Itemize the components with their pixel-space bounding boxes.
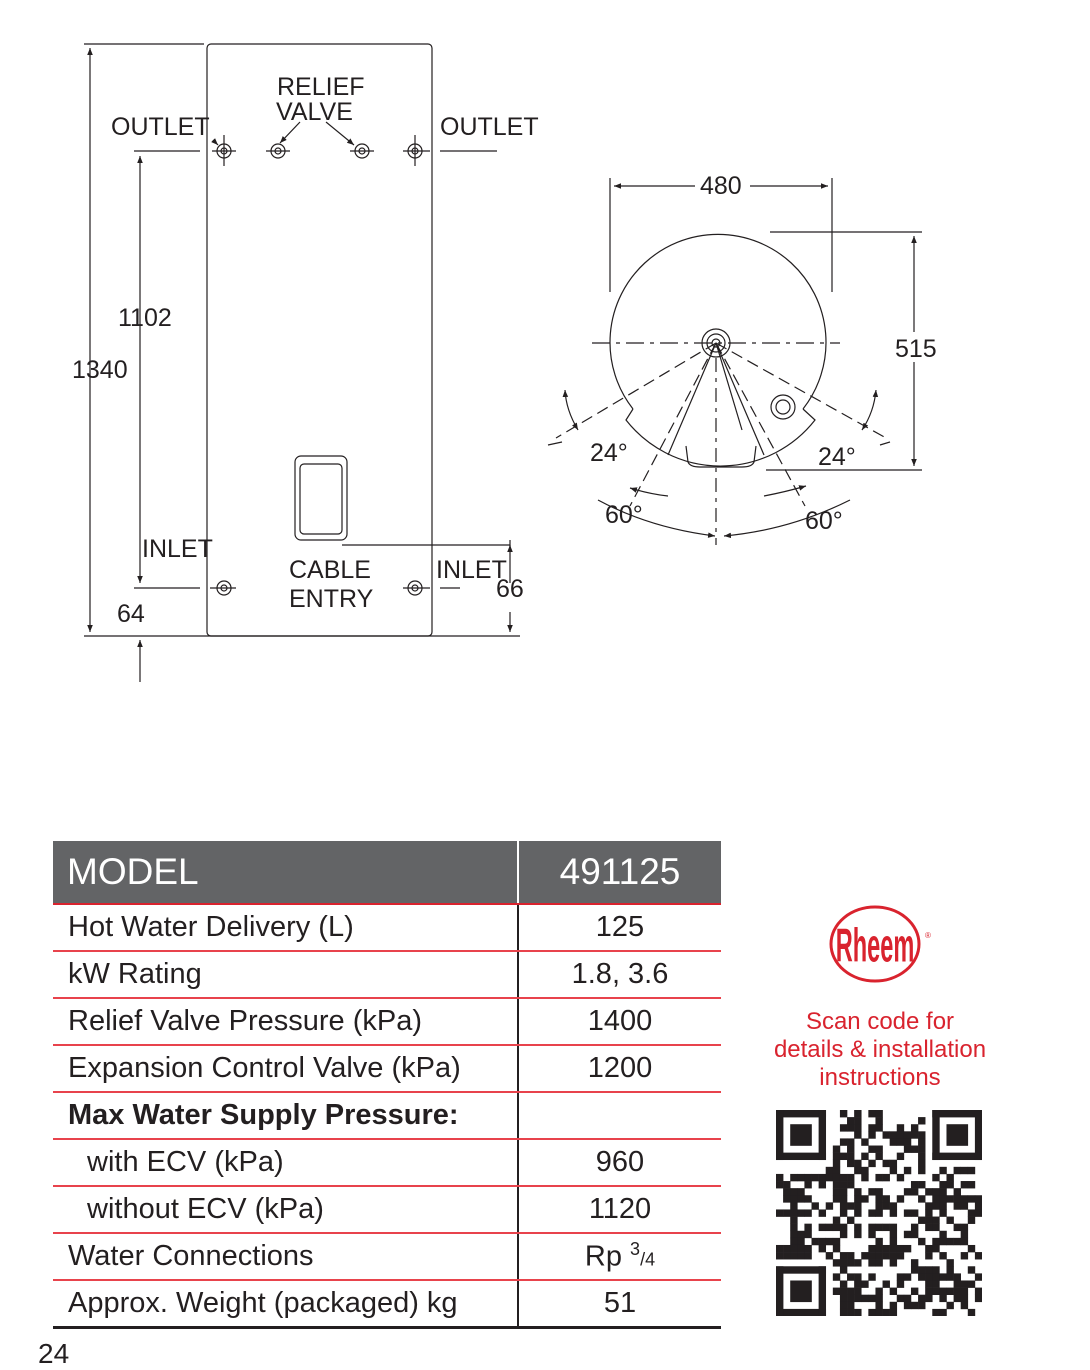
- row-value: 960: [518, 1139, 721, 1186]
- qr-code[interactable]: [776, 1110, 982, 1316]
- outlet-left-label: OUTLET: [111, 113, 210, 141]
- row-label: Approx. Weight (packaged) kg: [53, 1280, 518, 1328]
- top-view-labels: [590, 172, 937, 535]
- angle-left-inner: 60°: [605, 501, 643, 529]
- table-header-row: [53, 841, 721, 904]
- angle-right-outer: 24°: [818, 443, 856, 471]
- dim-depth: 515: [895, 335, 937, 363]
- logo-text: Rheem: [835, 918, 915, 972]
- table-row: [53, 1233, 721, 1280]
- top-view: [548, 178, 922, 545]
- inlet-right-label: INLET: [436, 556, 507, 584]
- table-row: [53, 904, 721, 951]
- rheem-logo: [828, 904, 938, 984]
- row-label: Max Water Supply Pressure:: [53, 1092, 518, 1139]
- table-row: [53, 951, 721, 998]
- spec-table: [53, 841, 721, 1329]
- dim-inlet-left: 64: [117, 600, 145, 628]
- model-header-label: MODEL: [53, 841, 518, 904]
- cable-entry-label-line1: CABLE: [289, 556, 371, 584]
- row-label: with ECV (kPa): [53, 1139, 518, 1186]
- registered-mark: ®: [925, 931, 931, 940]
- scan-code-caption: [760, 1008, 1000, 1092]
- row-value: 1200: [518, 1045, 721, 1092]
- row-label: Hot Water Delivery (L): [53, 904, 518, 951]
- row-label: without ECV (kPa): [53, 1186, 518, 1233]
- row-value: 125: [518, 904, 721, 951]
- model-header-value: 491125: [518, 841, 721, 904]
- table-row: [53, 1280, 721, 1328]
- value-denominator: /4: [640, 1249, 656, 1270]
- outlet-right-label: OUTLET: [440, 113, 539, 141]
- row-value: 1120: [518, 1186, 721, 1233]
- inlet-left-label: INLET: [142, 535, 213, 563]
- scan-text-line3: instructions: [819, 1064, 941, 1091]
- row-label: kW Rating: [53, 951, 518, 998]
- row-label: Water Connections: [53, 1233, 518, 1280]
- angle-left-outer: 24°: [590, 439, 628, 467]
- tank-outline: [610, 234, 826, 409]
- pipe-fitting: [771, 395, 795, 419]
- dim-inlet-right: 66: [496, 575, 524, 603]
- dim-diameter: 480: [700, 172, 742, 200]
- scan-text-line2: details & installation: [773, 1036, 987, 1063]
- cable-entry-box: [295, 456, 347, 540]
- table-row: [53, 1186, 721, 1233]
- scan-text-line1: Scan code for: [805, 1008, 955, 1035]
- row-value: [518, 1092, 721, 1139]
- relief-valve-label-line2: VALVE: [276, 98, 353, 126]
- table-row: [53, 1092, 721, 1139]
- cable-entry-label-line2: ENTRY: [289, 585, 374, 613]
- table-row: [53, 1139, 721, 1186]
- dim-outlet-height: 1102: [118, 304, 172, 332]
- table-row: [53, 998, 721, 1045]
- dim-total-height: 1340: [72, 356, 128, 384]
- heater-body: [207, 44, 432, 636]
- table-row: [53, 1045, 721, 1092]
- row-label: Relief Valve Pressure (kPa): [53, 998, 518, 1045]
- value-numerator: 3: [630, 1239, 641, 1260]
- row-value: 51: [518, 1280, 721, 1328]
- row-value: [518, 1233, 721, 1280]
- value-prefix: Rp: [584, 1240, 631, 1273]
- angle-right-inner: 60°: [805, 507, 843, 535]
- row-value: 1.8, 3.6: [518, 951, 721, 998]
- row-value: 1400: [518, 998, 721, 1045]
- row-label: Expansion Control Valve (kPa): [53, 1045, 518, 1092]
- relief-valve-label-line1: RELIEF: [277, 73, 365, 101]
- page-number: 24: [38, 1338, 70, 1369]
